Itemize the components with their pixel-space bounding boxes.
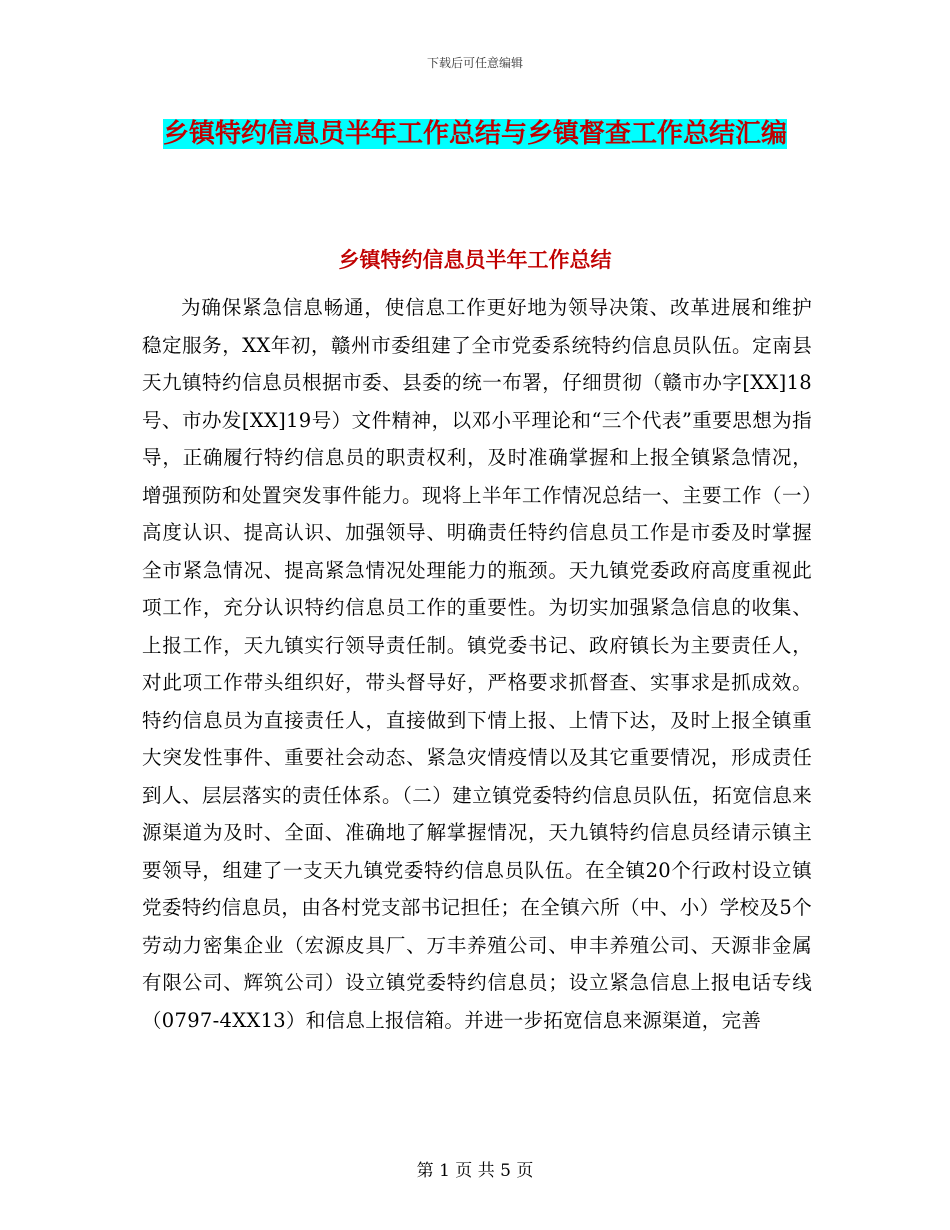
page-footer: 第 1 页 共 5 页 (416, 1161, 534, 1181)
document-title (140, 108, 810, 160)
body-paragraph: 为确保紧急信息畅通，使信息工作更好地为领导决策、改革进展和维护稳定服务，XX年初，赣州市委组建了全市党委系统特约信息员队伍。定南县天九镇特约信息员根据市委、县委的统一布署，仔细贯彻（赣市办字[XX]18号、市办发[XX]19号）文件精神，以邓小平理论和“三个代表”重要思想为指导，正确履行特约信息员的职责权利，及时准确掌握和上报全镇紧急情况，增强预防和处置突发事件能力。现将上半年工作情况总结一、主要工作（一）高度认识、提高认识、加强领导、明确责任特约信息员工作是市委及时掌握全市紧急情况、提高紧急情况处理能力的瓶颈。天九镇党委政府高度重视此项工作，充分认识特约信息员工作的重要性。为切实加强紧急信息的收集、上报工作，天九镇实行领导责任制。镇党委书记、政府镇长为主要责任人，对此项工作带头组织好，带头督导好，严格要求抓督查、实事求是抓成效。特约信息员为直接责任人，直接做到下情上报、上情下达，及时上报全镇重大突发性事件、重要社会动态、紧急灾情疫情以及其它重要情况，形成责任到人、层层落实的责任体系。（二）建立镇党委特约信息员队伍，拓宽信息来源渠道为及时、全面、准确地了解掌握情况，天九镇特约信息员经请示镇主要领导，组建了一支天九镇党委特约信息员队伍。在全镇20个行政村设立镇党委特约信息员，由各村党支部书记担任；在全镇六所（中、小）学校及5个劳动力密集企业（宏源皮具厂、万丰养殖公司、申丰养殖公司、天源非金属有限公司、辉筑公司）设立镇党委特约信息员；设立紧急信息上报电话专线（0797-4XX13）和信息上报信箱。并进一步拓宽信息来源渠道，完善 (142, 296, 812, 1032)
section-title: 乡镇特约信息员半年工作总结 (338, 248, 612, 272)
header-note: 下载后可任意编辑 (426, 56, 523, 70)
document-title-text: 乡镇特约信息员半年工作总结与乡镇督查工作总结汇编 (162, 119, 787, 149)
